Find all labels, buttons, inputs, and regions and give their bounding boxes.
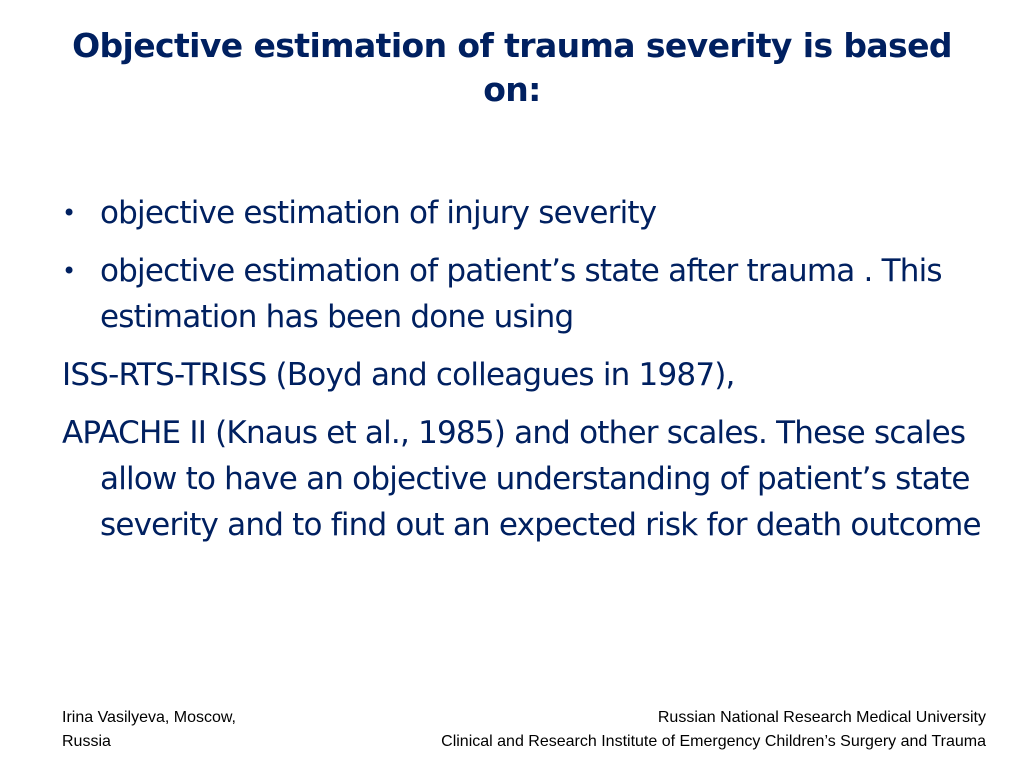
bullet-text: objective estimation of patient’s state after trauma . This estimation has been done using [100, 253, 942, 335]
bullet-item [62, 190, 982, 236]
body-paragraph: APACHE II (Knaus et al., 1985) and other scales. These scales allow to have an objective understanding of patient’s state severity and to find out an expected risk for death outcome [62, 415, 981, 543]
footer-author-line: Irina Vasilyeva, Moscow, [62, 709, 236, 726]
bullet-icon: • [62, 199, 76, 227]
slide-body [62, 190, 982, 560]
footer-author-line: Russia [62, 733, 111, 750]
bullet-text: objective estimation of injury severity [100, 195, 657, 231]
bullet-item [62, 248, 982, 340]
footer-author [62, 706, 322, 754]
footer-institution-line: Clinical and Research Institute of Emergency Children’s Surgery and Trauma [441, 733, 986, 750]
footer-institution [286, 706, 986, 754]
bullet-icon: • [62, 257, 76, 285]
body-paragraph: ISS-RTS-TRISS (Boyd and colleagues in 1987), [62, 357, 735, 393]
footer-institution-line: Russian National Research Medical University [657, 709, 986, 726]
slide-title: Objective estimation of trauma severity is based on: [72, 26, 952, 109]
